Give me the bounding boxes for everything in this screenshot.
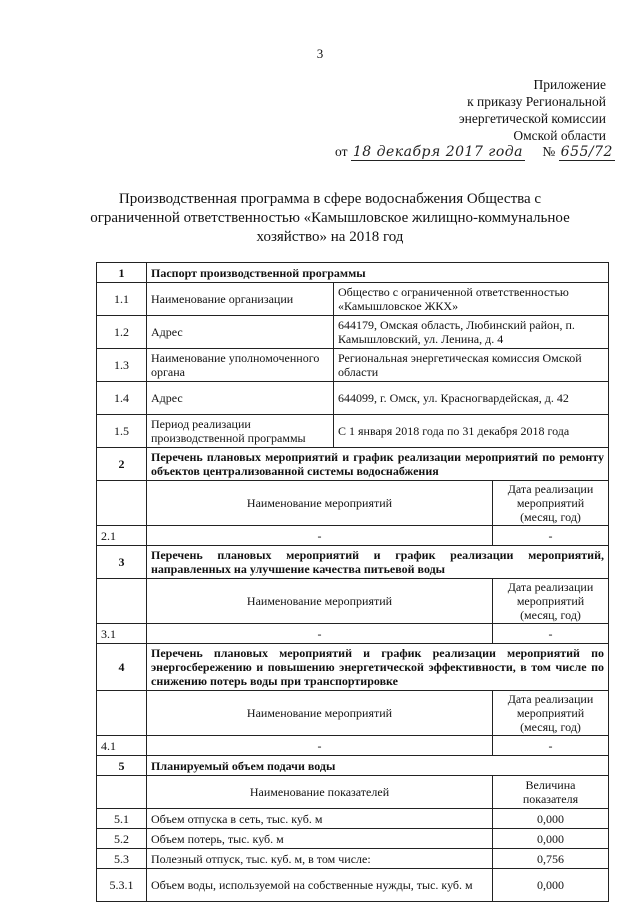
column-header-value: Величина показателя [493, 776, 609, 809]
row-value: 0,000 [493, 829, 609, 849]
document-title: Производственная программа в сфере водоснабжения Общества с ограниченной ответственностью «Камышловское жилищно-коммунальное хозяйство» на 2018 год [90, 191, 570, 245]
column-header-date: Дата реализации мероприятий (месяц, год) [493, 579, 609, 624]
row-number: 1.2 [97, 316, 147, 349]
row-value: 644099, г. Омск, ул. Красногвардейская, д. 42 [334, 382, 609, 415]
row-date: - [493, 526, 609, 546]
row-number: 5.2 [97, 829, 147, 849]
section-number: 4 [97, 644, 147, 691]
table-row [97, 829, 609, 849]
row-value: Общество с ограниченной ответственностью «Камышловское ЖКХ» [334, 283, 609, 316]
row-name: - [147, 736, 493, 756]
appendix-line-2: к приказу Региональной [467, 94, 606, 109]
row-name: Объем отпуска в сеть, тыс. куб. м [147, 809, 493, 829]
row-number: 5.1 [97, 809, 147, 829]
section-4-header-row [97, 644, 609, 691]
table-row [97, 849, 609, 869]
appendix-line-4: Омской области [513, 128, 606, 143]
row-value: Региональная энергетическая комиссия Омской области [334, 349, 609, 382]
row-number: 3.1 [97, 624, 147, 644]
row-name: Объем потерь, тыс. куб. м [147, 829, 493, 849]
column-header-name: Наименование показателей [147, 776, 493, 809]
section-heading: Перечень плановых мероприятий и график реализации мероприятий, направленных на улучшение качества питьевой воды [147, 546, 609, 579]
order-number-prefix: № [542, 144, 556, 159]
row-value: 0,000 [493, 869, 609, 902]
row-number: 1.1 [97, 283, 147, 316]
row-label: Наименование организации [147, 283, 334, 316]
row-value: 0,756 [493, 849, 609, 869]
section-5-header-row [97, 756, 609, 776]
table-row [97, 526, 609, 546]
appendix-line-1: Приложение [533, 77, 606, 92]
empty-cell [97, 691, 147, 736]
empty-cell [97, 579, 147, 624]
column-header-name: Наименование мероприятий [147, 691, 493, 736]
row-value: 644179, Омская область, Любинский район, п. Камышловский, ул. Ленина, д. 4 [334, 316, 609, 349]
table-row [97, 415, 609, 448]
row-label: Адрес [147, 316, 334, 349]
table-row [97, 736, 609, 756]
row-name: - [147, 526, 493, 546]
appendix-block [459, 76, 606, 144]
row-number: 1.5 [97, 415, 147, 448]
column-header-row [97, 776, 609, 809]
row-label: Адрес [147, 382, 334, 415]
table-row [97, 382, 609, 415]
section-3-header-row [97, 546, 609, 579]
production-program-table [96, 262, 609, 902]
section-1-header-row [97, 263, 609, 283]
table-row [97, 349, 609, 382]
row-number: 5.3.1 [97, 869, 147, 902]
section-heading: Перечень плановых мероприятий и график реализации мероприятий по ремонту объектов централизованной системы водоснабжения [147, 448, 609, 481]
table-row [97, 869, 609, 902]
section-number: 1 [97, 263, 147, 283]
row-number: 4.1 [97, 736, 147, 756]
row-name: - [147, 624, 493, 644]
section-number: 5 [97, 756, 147, 776]
table-row [97, 624, 609, 644]
row-date: - [493, 736, 609, 756]
row-label: Период реализации производственной программы [147, 415, 334, 448]
row-number: 1.3 [97, 349, 147, 382]
row-name: Объем воды, используемой на собственные нужды, тыс. куб. м [147, 869, 493, 902]
row-number: 5.3 [97, 849, 147, 869]
column-header-date: Дата реализации мероприятий (месяц, год) [493, 481, 609, 526]
table-row [97, 809, 609, 829]
row-value: 0,000 [493, 809, 609, 829]
row-date: - [493, 624, 609, 644]
section-heading: Перечень плановых мероприятий и график реализации мероприятий по энергосбережению и повышению энергетической эффективности, в том числе по снижению потерь воды при транспортировке [147, 644, 609, 691]
section-2-header-row [97, 448, 609, 481]
column-header-date: Дата реализации мероприятий (месяц, год) [493, 691, 609, 736]
section-number: 2 [97, 448, 147, 481]
page-number: 3 [316, 46, 324, 61]
order-date-prefix: от [335, 144, 348, 159]
order-reference [335, 144, 615, 160]
order-number-handwritten: 655/72 [560, 144, 613, 160]
section-heading: Планируемый объем подачи воды [147, 756, 609, 776]
table-row [97, 283, 609, 316]
row-value: С 1 января 2018 года по 31 декабря 2018 года [334, 415, 609, 448]
column-header-row [97, 579, 609, 624]
column-header-row [97, 481, 609, 526]
empty-cell [97, 776, 147, 809]
row-number: 2.1 [97, 526, 147, 546]
row-label: Наименование уполномоченного органа [147, 349, 334, 382]
order-date-handwritten: 18 декабря 2017 года [352, 144, 524, 160]
row-name: Полезный отпуск, тыс. куб. м, в том числе: [147, 849, 493, 869]
column-header-name: Наименование мероприятий [147, 481, 493, 526]
column-header-name: Наименование мероприятий [147, 579, 493, 624]
row-number: 1.4 [97, 382, 147, 415]
column-header-row [97, 691, 609, 736]
section-heading: Паспорт производственной программы [147, 263, 609, 283]
table-row [97, 316, 609, 349]
appendix-line-3: энергетической комиссии [458, 111, 606, 126]
empty-cell [97, 481, 147, 526]
section-number: 3 [97, 546, 147, 579]
